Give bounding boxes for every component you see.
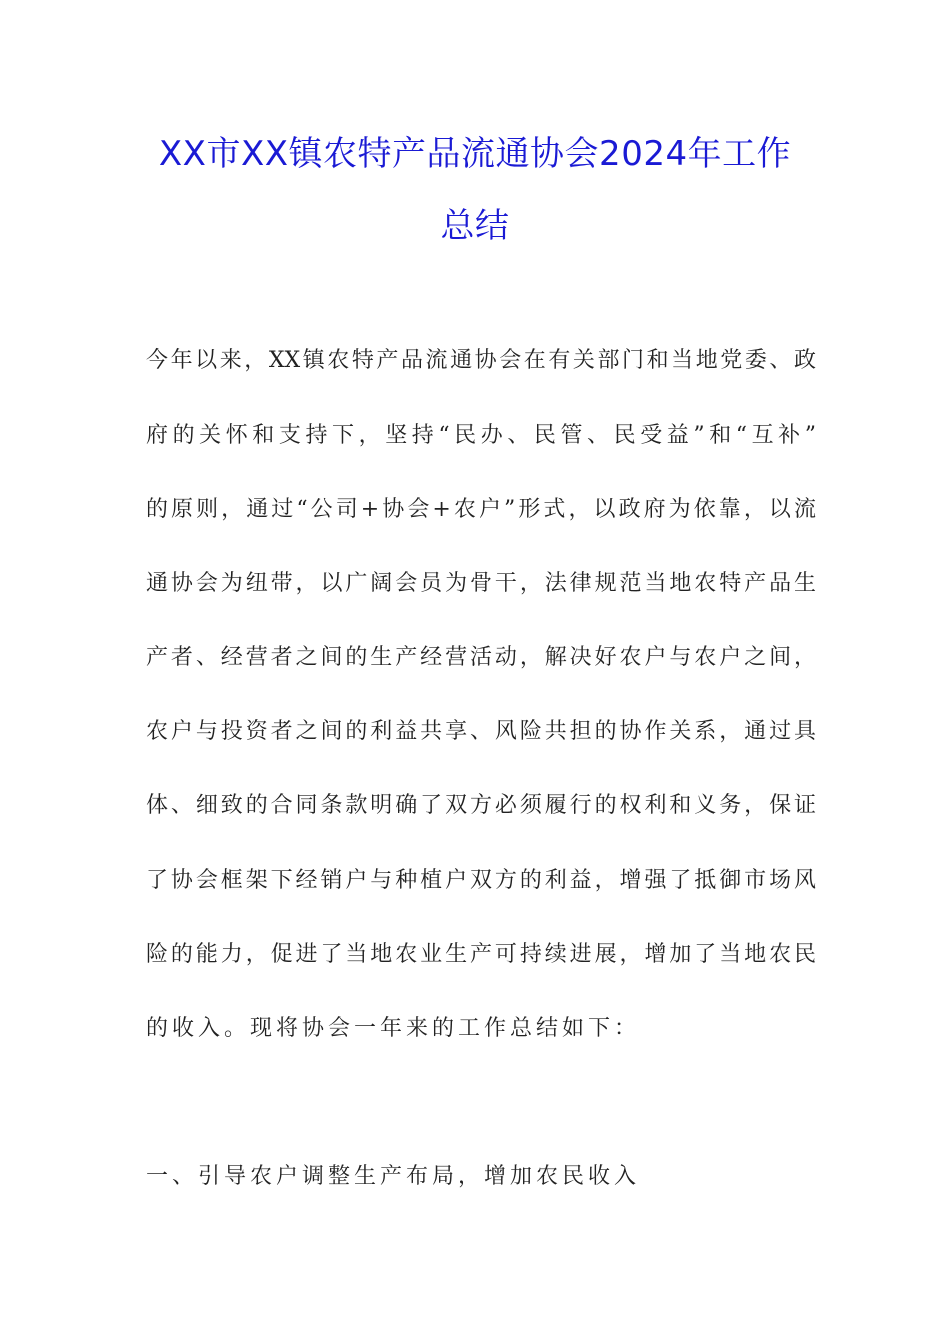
paragraph-line: 通协会为纽带，以广阔会员为骨干，法律规范当地农特产品生 <box>146 571 816 596</box>
paragraph-line: 产者、经营者之间的生产经营活动，解决好农户与农户之间， <box>146 645 816 670</box>
section-heading: 一、引导农户调整生产布局，增加农民收入 <box>146 1164 641 1189</box>
paragraph-line: 的原则，通过“公司+协会+农户”形式，以政府为依靠，以流 <box>146 497 816 522</box>
document-title-line-1: XX市XX镇农特产品流通协会2024年工作 <box>158 134 792 174</box>
paragraph-line: 农户与投资者之间的利益共享、风险共担的协作关系，通过具 <box>146 719 816 744</box>
paragraph-line: 体、细致的合同条款明确了双方必须履行的权利和义务，保证 <box>146 793 816 818</box>
paragraph-line-last: 的收入。现将协会一年来的工作总结如下： <box>146 1016 641 1041</box>
paragraph-line: 了协会框架下经销户与种植户双方的利益，增强了抵御市场风 <box>146 868 816 893</box>
document-title-line-2: 总结 <box>440 206 510 246</box>
paragraph-line: 险的能力，促进了当地农业生产可持续进展，增加了当地农民 <box>146 942 816 967</box>
paragraph-line: 今年以来，XX镇农特产品流通协会在有关部门和当地党委、政 <box>146 348 816 373</box>
paragraph-line: 府的关怀和支持下，坚持“民办、民管、民受益”和“互补” <box>146 423 816 448</box>
